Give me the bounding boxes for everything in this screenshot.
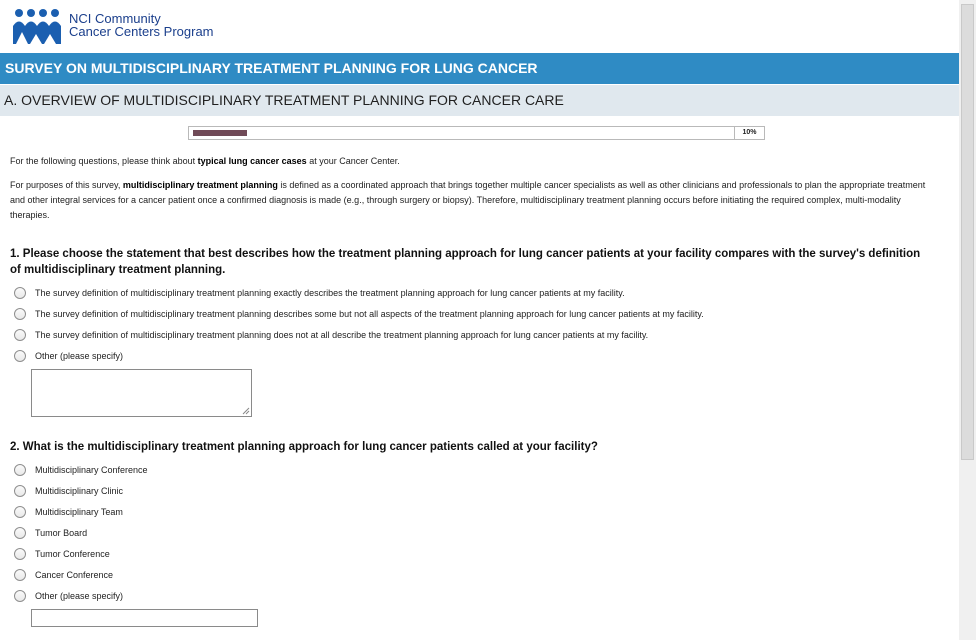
option-label: Multidisciplinary Conference (35, 465, 148, 475)
q2-option-other[interactable] (14, 589, 123, 603)
radio-button[interactable] (14, 308, 26, 320)
q1-option-2[interactable] (14, 307, 704, 321)
option-label: The survey definition of multidisciplinary treatment planning does not at all describe the treatment planning approach for lung cancer patients at my facility. (35, 330, 649, 340)
progress-label: 10% (734, 126, 765, 140)
radio-button[interactable] (14, 464, 26, 476)
radio-button[interactable] (14, 485, 26, 497)
resize-grip-icon[interactable] (242, 407, 250, 415)
q2-option-6[interactable] (14, 568, 113, 582)
progress-fill (193, 130, 247, 136)
radio-button[interactable] (14, 590, 26, 602)
logo-line-2: Cancer Centers Program (69, 24, 214, 39)
q2-option-5[interactable] (14, 547, 110, 561)
survey-title: SURVEY ON MULTIDISCIPLINARY TREATMENT PLANNING FOR LUNG CANCER (0, 53, 959, 84)
intro-paragraph-2 (10, 178, 935, 223)
intro-bold-text: typical lung cancer cases (197, 156, 307, 166)
header (0, 0, 959, 52)
q1-option-1[interactable] (14, 286, 625, 300)
option-label: Other (please specify) (35, 591, 124, 601)
q2-option-4[interactable] (14, 526, 87, 540)
q2-option-3[interactable] (14, 505, 123, 519)
q1-option-other[interactable] (14, 349, 123, 363)
radio-button[interactable] (14, 506, 26, 518)
option-label: Tumor Conference (35, 549, 110, 559)
intro-bold-text: multidisciplinary treatment planning (122, 180, 278, 190)
radio-button[interactable] (14, 548, 26, 560)
scrollbar-thumb[interactable] (961, 4, 974, 460)
page-title: A. OVERVIEW OF MULTIDISCIPLINARY TREATMENT PLANNING FOR CANCER CARE (0, 85, 959, 116)
option-label: The survey definition of multidisciplinary treatment planning exactly describes the treatment planning approach for lung cancer patients at my facility. (35, 288, 625, 298)
vertical-scrollbar[interactable] (959, 0, 976, 640)
option-label: Multidisciplinary Team (35, 507, 123, 517)
intro-text: For the following questions, please think about (10, 156, 198, 166)
q1-option-3[interactable] (14, 328, 648, 342)
radio-button[interactable] (14, 527, 26, 539)
logo-text (69, 12, 214, 38)
q1-other-textarea[interactable] (31, 369, 252, 417)
intro-text: is defined as a coordinated approach that brings together multiple cancer specialists as well as other clinicians and professionals to plan the appropriate treatment and other integral services for a cancer patient once a confirmed diagnosis is made (e.g., through surgery or biopsy). Therefore, multidisciplinary treatment planning occurs before initiating the required complex, multi-modality therapies. (10, 180, 926, 220)
radio-button[interactable] (14, 569, 26, 581)
option-label: Other (please specify) (35, 351, 124, 361)
question-2: 2. What is the multidisciplinary treatment planning approach for lung cancer patients called at your facility? (10, 441, 598, 453)
intro-paragraph-1 (10, 154, 935, 169)
progress-bar (188, 126, 735, 140)
option-label: The survey definition of multidisciplinary treatment planning describes some but not all aspects of the treatment planning approach for lung cancer patients at my facility. (35, 309, 704, 319)
q2-other-input[interactable] (31, 609, 258, 627)
option-label: Cancer Conference (35, 570, 114, 580)
q2-option-1[interactable] (14, 463, 148, 477)
logo-line-1: NCI Community (69, 11, 161, 26)
radio-button[interactable] (14, 350, 26, 362)
people-logo-icon (10, 8, 66, 44)
intro-text: at your Cancer Center. (306, 156, 400, 166)
intro-text: For purposes of this survey, (10, 180, 123, 190)
radio-button[interactable] (14, 329, 26, 341)
q2-option-2[interactable] (14, 484, 123, 498)
option-label: Tumor Board (35, 528, 88, 538)
question-1: 1. Please choose the statement that best describes how the treatment planning approach for lung cancer patients at your facility compares with the survey's definition of multidisciplinary treatment planning. (10, 248, 921, 276)
option-label: Multidisciplinary Clinic (35, 486, 124, 496)
radio-button[interactable] (14, 287, 26, 299)
